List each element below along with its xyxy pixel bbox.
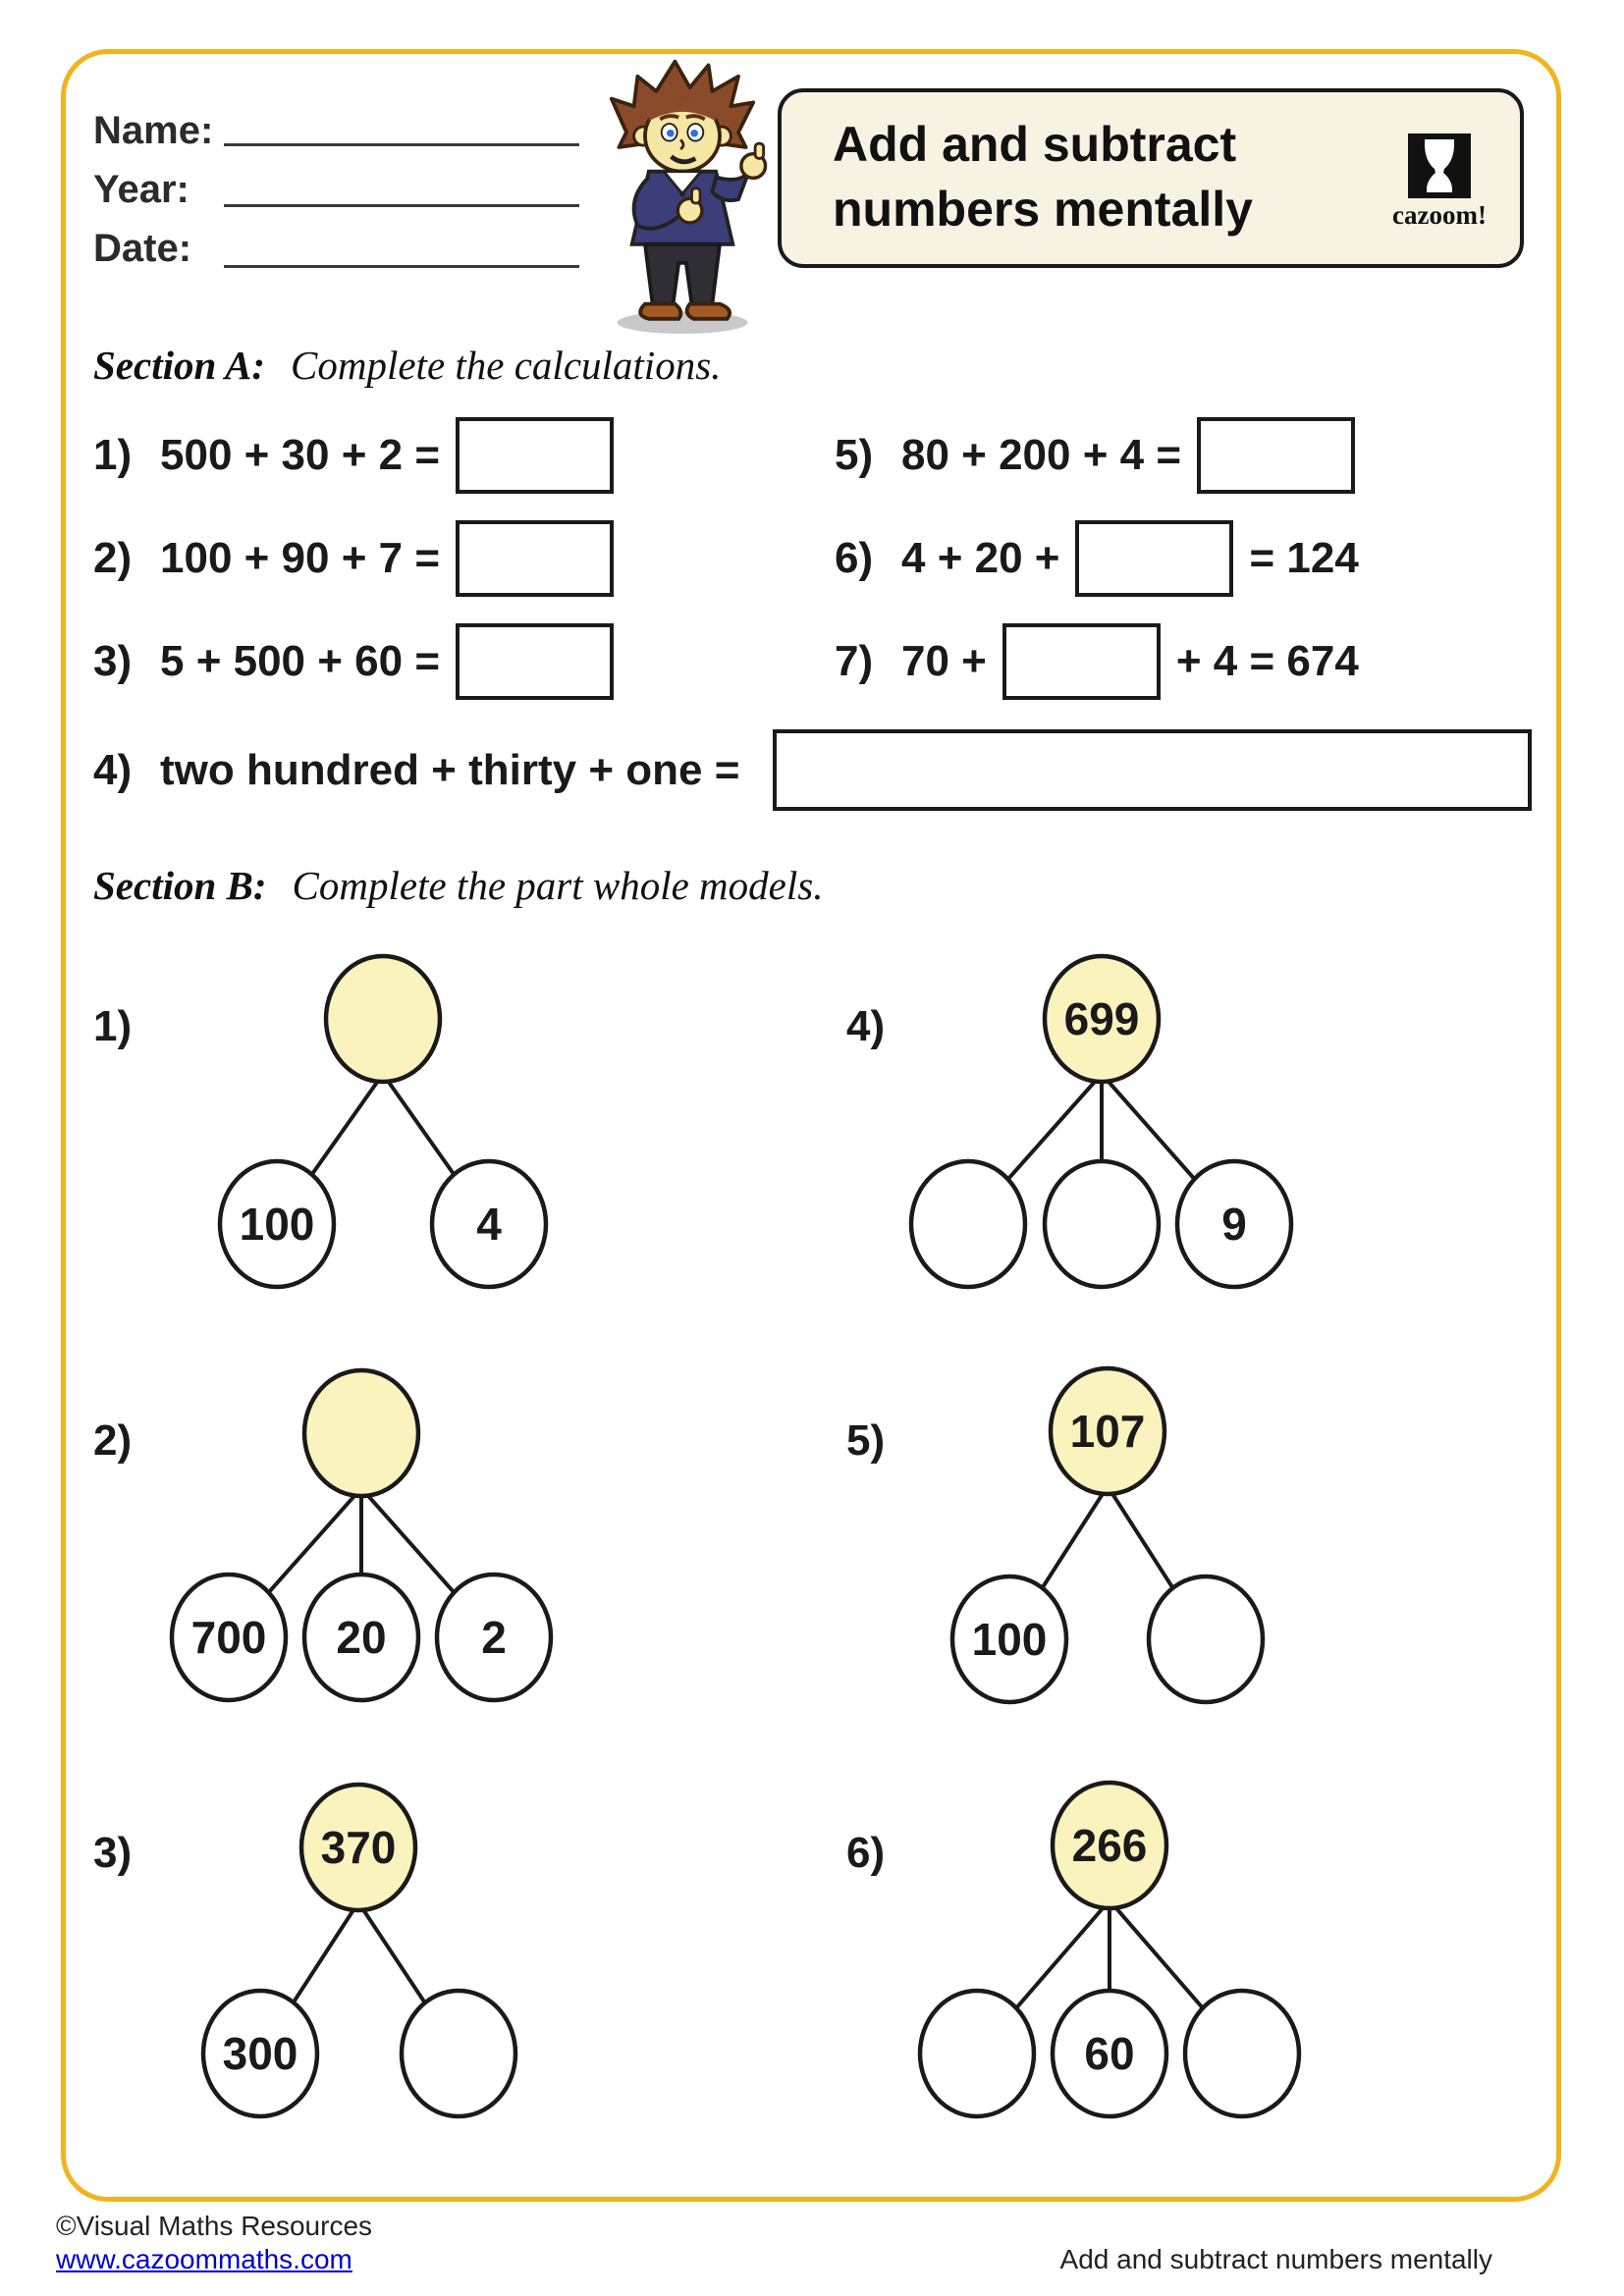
model-5-whole-value: 107: [1069, 1406, 1146, 1457]
problem-6-number: 6): [835, 534, 874, 582]
model-1-part-value-2: 4: [476, 1199, 502, 1250]
model-3-part-circle-2[interactable]: [402, 1991, 515, 2116]
problem-3-number: 3): [93, 637, 133, 685]
cazoom-logo-text: cazoom!: [1392, 200, 1487, 230]
model-2-part-value-3: 2: [481, 1612, 507, 1663]
problem-1-number: 1): [93, 431, 133, 479]
part-whole-model-3: [93, 1785, 515, 2116]
model-5-part-circle-2[interactable]: [1149, 1576, 1263, 1702]
problem-6-expression-after: = 124: [1249, 534, 1359, 582]
problem-2-expression: 100 + 90 + 7 =: [160, 534, 441, 582]
problem-7-expression: 70 +: [901, 637, 987, 685]
name-label: Name:: [93, 109, 214, 152]
model-2-part-value-2: 20: [336, 1612, 387, 1663]
model-4-number: 4): [846, 1002, 886, 1050]
model-3-number: 3): [93, 1829, 133, 1877]
date-label: Date:: [93, 227, 192, 270]
section-b-instruction: Complete the part whole models.: [292, 863, 824, 908]
footer-website-link[interactable]: www.cazoommaths.com: [56, 2244, 352, 2274]
part-whole-model-4: [846, 956, 1291, 1287]
year-label: Year:: [93, 168, 189, 211]
problem-1-expression: 500 + 30 + 2 =: [160, 431, 441, 479]
model-1-number: 1): [93, 1002, 133, 1050]
problem-5-expression: 80 + 200 + 4 =: [901, 431, 1182, 479]
part-whole-model-2: [93, 1370, 551, 1700]
problem-7-number: 7): [835, 637, 874, 685]
model-5-part-value-1: 100: [971, 1614, 1048, 1665]
problem-4-expression: two hundred + thirty + one =: [160, 745, 740, 794]
model-6-whole-value: 266: [1071, 1820, 1148, 1871]
model-3-whole-value: 370: [320, 1822, 397, 1873]
model-1-part-value-1: 100: [239, 1199, 315, 1250]
model-5-number: 5): [846, 1416, 886, 1465]
footer-worksheet-title: Add and subtract numbers mentally: [1059, 2244, 1492, 2274]
footer-copyright: ©Visual Maths Resources: [56, 2211, 373, 2241]
problem-7-expression-after: + 4 = 674: [1175, 637, 1359, 685]
part-whole-model-1: [93, 956, 546, 1287]
problem-5-number: 5): [835, 431, 874, 479]
model-4-part-circle-2[interactable]: [1045, 1161, 1159, 1287]
model-6-number: 6): [846, 1829, 886, 1877]
model-2-whole-circle[interactable]: [304, 1370, 418, 1496]
problem-2-number: 2): [93, 534, 133, 582]
title-line-2: numbers mentally: [833, 182, 1253, 237]
part-whole-model-5: [846, 1368, 1263, 1702]
model-1-whole-circle[interactable]: [326, 956, 440, 1082]
title-line-1: Add and subtract: [833, 117, 1237, 172]
section-b-label: Section B:: [93, 863, 267, 908]
problem-4-number: 4): [93, 745, 133, 794]
model-6-part-circle-3[interactable]: [1185, 1991, 1299, 2116]
part-whole-model-6: [846, 1783, 1299, 2116]
model-6-part-value-2: 60: [1084, 2028, 1135, 2079]
problem-3-expression: 5 + 500 + 60 =: [160, 637, 441, 685]
model-4-part-value-3: 9: [1221, 1199, 1247, 1250]
model-4-whole-value: 699: [1063, 993, 1140, 1044]
model-3-part-value-1: 300: [222, 2028, 298, 2079]
section-a-label: Section A:: [93, 343, 266, 388]
problem-6-expression: 4 + 20 +: [901, 534, 1060, 582]
model-2-number: 2): [93, 1416, 133, 1465]
model-2-part-value-1: 700: [190, 1612, 267, 1663]
model-6-part-circle-1[interactable]: [920, 1991, 1034, 2116]
model-4-part-circle-1[interactable]: [911, 1161, 1025, 1287]
section-a-instruction: Complete the calculations.: [291, 343, 722, 388]
